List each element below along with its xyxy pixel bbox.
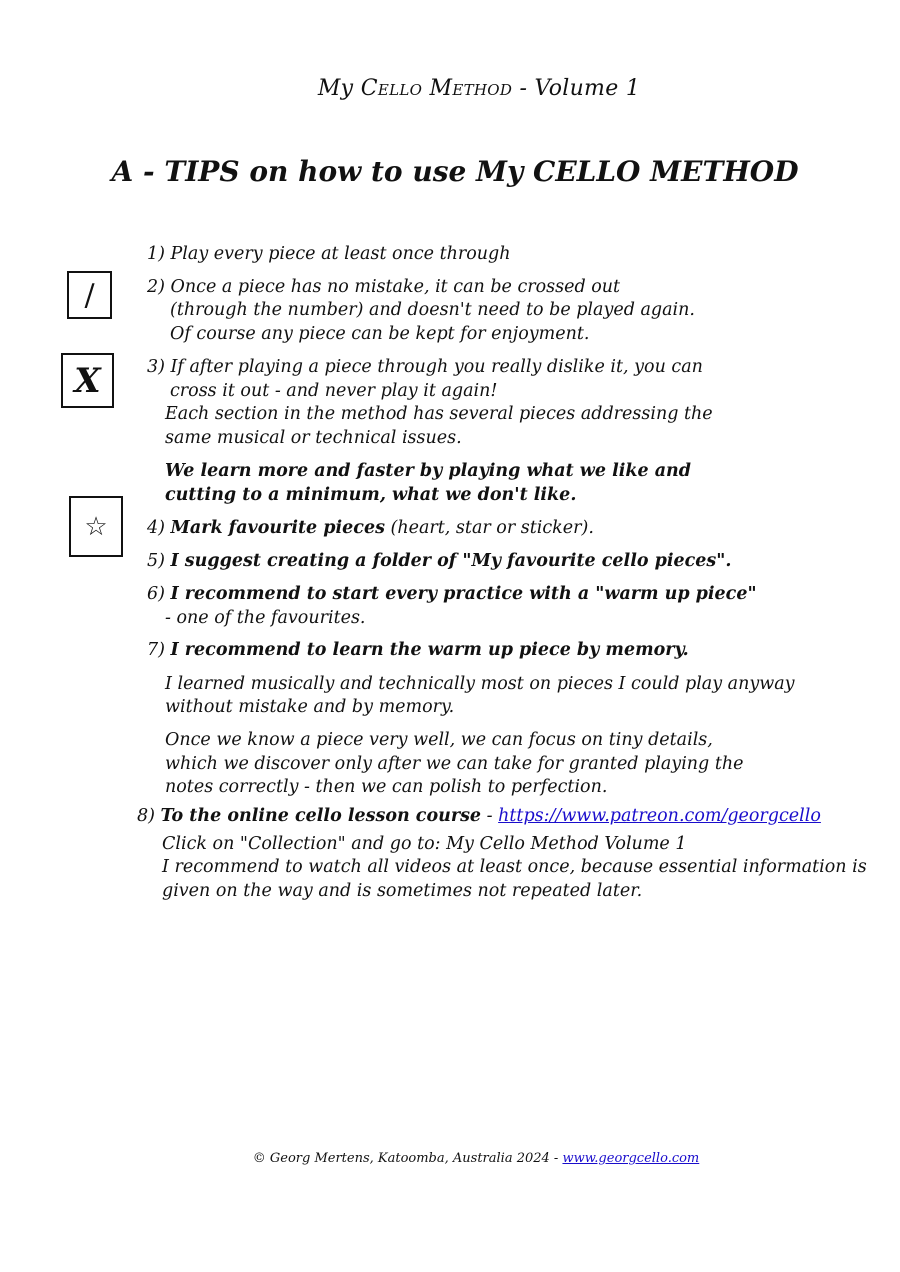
paragraph-2-line-1: Once we know a piece very well, we can focus on tiny details, [165,730,713,750]
running-header: My Cello Method - Volume 1 [317,76,641,101]
paragraph-1-line-1: I learned musically and technically most on pieces I could play anyway [165,674,795,694]
tip-6-line-1: 6) I recommend to start every practice with a "warm up piece" [147,584,757,604]
slash-box-icon: / [67,271,112,319]
tip-8-line-2: Click on "Collection" and go to: My Cello Method Volume 1 [162,834,687,854]
paragraph-2-line-2: which we discover only after we can take for granted playing the [165,754,744,774]
patreon-link[interactable]: https://www.patreon.com/georgcello [498,806,821,826]
tip-5: 5) I suggest creating a folder of "My favourite cello pieces". [147,551,732,571]
tip-1: 1) Play every piece at least once through [147,244,511,264]
paragraph-1-line-2: without mistake and by memory. [165,697,455,717]
paragraph-2-line-3: notes correctly - then we can polish to perfection. [165,777,608,797]
emphasis-line-2: cutting to a minimum, what we don't like. [165,485,577,505]
footer: © Georg Mertens, Katoomba, Australia 2024 - www.georgcello.com [252,1151,700,1166]
tip-3-line-2: cross it out - and never play it again! [170,381,498,401]
tip-8-line-4: given on the way and is sometimes not repeated later. [162,881,643,901]
page-title: A - TIPS on how to use My CELLO METHOD [111,155,799,188]
tip-8-line-1: 8) To the online cello lesson course - https://www.patreon.com/georgcello [137,806,821,826]
tip-4: 4) Mark favourite pieces (heart, star or sticker). [147,518,594,538]
tip-8-line-3: I recommend to watch all videos at least once, because essential information is [162,857,867,877]
tip-3-line-4: same musical or technical issues. [165,428,462,448]
star-box-icon: ☆ [69,496,123,557]
tip-3-line-1: 3) If after playing a piece through you really dislike it, you can [147,357,703,377]
tip-2-line-2: (through the number) and doesn't need to be played again. [170,300,695,320]
tip-3-line-3: Each section in the method has several pieces addressing the [165,404,713,424]
tip-2-line-3: Of course any piece can be kept for enjoyment. [170,324,590,344]
website-link[interactable]: www.georgcello.com [562,1151,700,1166]
cross-box-icon: X [61,353,114,408]
tip-2-line-1: 2) Once a piece has no mistake, it can be crossed out [147,277,621,297]
tip-7: 7) I recommend to learn the warm up piece by memory. [147,640,689,660]
tip-6-line-2: - one of the favourites. [165,608,366,628]
emphasis-line-1: We learn more and faster by playing what we like and [165,461,692,481]
